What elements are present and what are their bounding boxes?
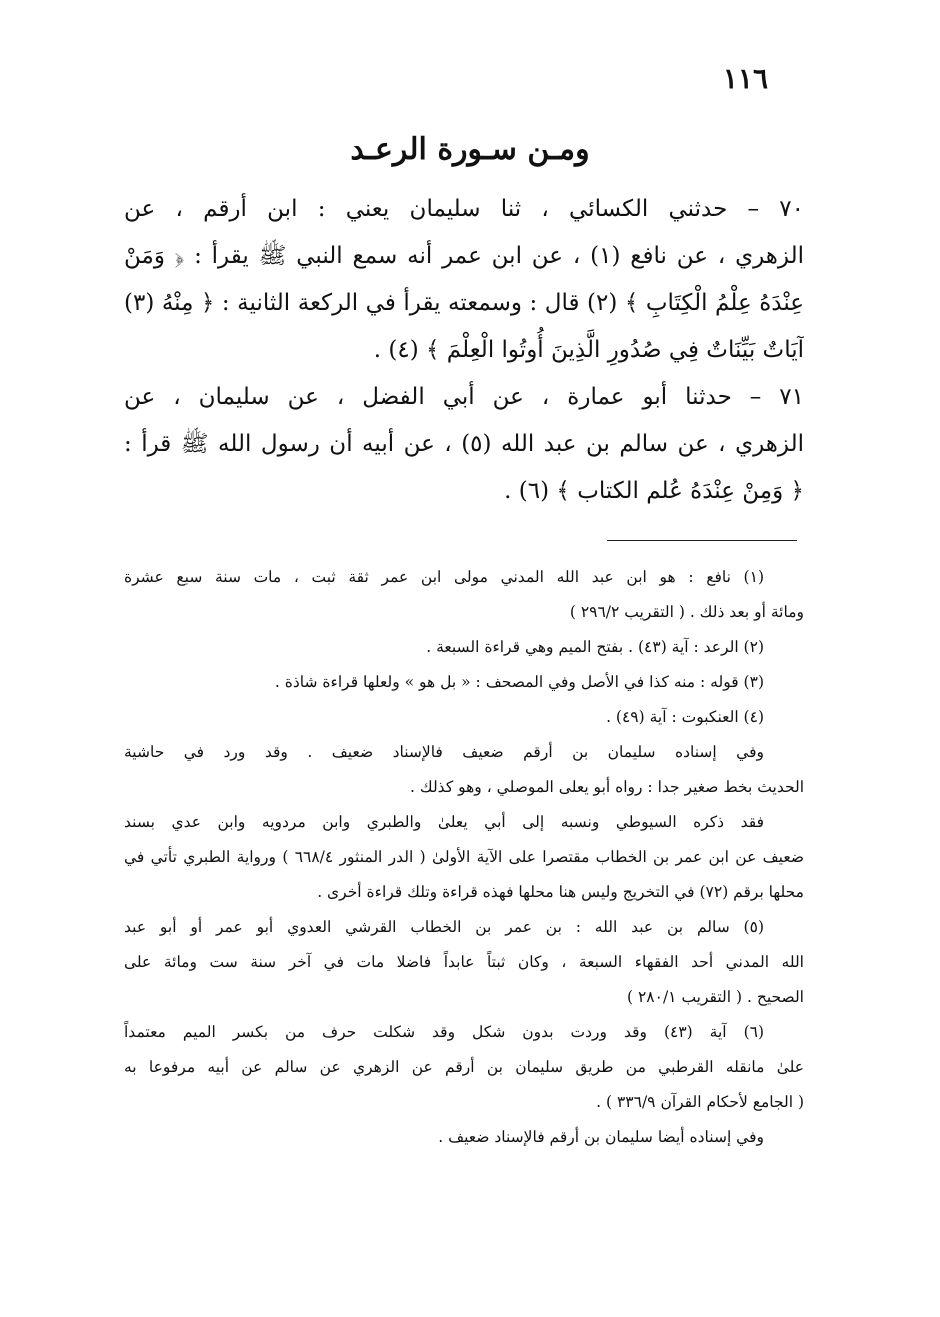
main-text-line: الزهري ، عن سالم بن عبد الله (٥) ، عن أبيه أن رسول الله ﷺ قرأ : xyxy=(124,431,804,457)
footnote-line: (١) نافع : هو ابن عبد الله المدني مولى ابن عمر ثقة ثبت ، مات سنة سبع عشرة xyxy=(124,568,764,586)
footnote-line: ضعيف عن ابن عمر بن الخطاب مقتصرا على الآية الأولىٰ ( الدر المنثور ٦٦٨/٤ ) ورواية الطبري تأتي في xyxy=(124,848,804,866)
footnote-line: وفي إسناده أيضا سليمان بن أرقم فالإسناد ضعيف . xyxy=(438,1128,764,1146)
main-text-line: ﴿ وَمِنْ عِنْدَهُ عُلم الكتاب ﴾ (٦) . xyxy=(504,478,804,504)
main-text-line: ٧١ – حدثنا أبو عمارة ، عن أبي الفضل ، عن سليمان ، عن xyxy=(124,384,804,410)
page-number: ١١٦ xyxy=(722,62,768,95)
footnote-line: (٢) الرعد : آية (٤٣) . بفتح الميم وهي قراءة السبعة . xyxy=(426,638,764,656)
footnote-line: (٦) آية (٤٣) وقد وردت بدون شكل وقد شكلت حرف من بكسر الميم معتمداً xyxy=(124,1023,765,1041)
footnote-line: (٥) سالم بن عبد الله : بن عمر بن الخطاب القرشي العدوي أبو عمر أو أبو عبد xyxy=(124,918,764,936)
footnote-line: فقد ذكره السيوطي ونسبه إلى أبي يعلىٰ والطبري وابن مردويه وابن عدي بسند xyxy=(124,813,764,831)
chapter-title: ومـن سـورة الرعـد xyxy=(350,132,590,167)
footnote-line: الله المدني أحد الفقهاء السبعة ، وكان ثبتاً عابداً فاضلا مات في آخر سنة ست ومائة على xyxy=(124,953,804,971)
main-text-line: عِنْدَهُ عِلْمُ الْكِتَابِ ﴾ (٢) قال : وسمعته يقرأ في الركعة الثانية : ﴿ مِنْهُ (٣) xyxy=(124,290,804,316)
footnote-divider xyxy=(607,540,797,541)
main-text xyxy=(124,186,804,515)
footnote-line: علىٰ مانقله القرطبي من طريق سليمان بن أرقم عن الزهري عن سالم عن أبيه مرفوعا به xyxy=(124,1058,804,1076)
footnote-line: وفي إسناده سليمان بن أرقم ضعيف فالإسناد ضعيف . وقد ورد في حاشية xyxy=(124,743,764,761)
footnote-line: الحديث بخط صغير جدا : رواه أبو يعلى الموصلي ، وهو كذلك . xyxy=(410,778,804,796)
footnote-line: ( الجامع لأحكام القرآن ٣٣٦/٩ ) . xyxy=(596,1093,804,1111)
main-text-line: الزهري ، عن نافع (١) ، عن ابن عمر أنه سمع النبي ﷺ يقرأ : ﴿ وَمَنْ xyxy=(124,243,804,269)
main-text-line: آيَاتٌ بَيِّنَاتٌ فِي صُدُورِ الَّذِينَ أُوتُوا الْعِلْمَ ﴾ (٤) . xyxy=(373,337,804,363)
footnotes xyxy=(124,560,804,1155)
footnote-line: الصحيح . ( التقريب ٢٨٠/١ ) xyxy=(627,988,804,1006)
main-text-line: ٧٠ – حدثني الكسائي ، ثنا سليمان يعني : ابن أرقم ، عن xyxy=(124,196,804,222)
footnote-line: ومائة أو بعد ذلك . ( التقريب ٢٩٦/٢ ) xyxy=(569,603,804,621)
footnote-line: (٤) العنكبوت : آية (٤٩) . xyxy=(606,708,764,726)
footnote-line: (٣) قوله : منه كذا في الأصل وفي المصحف : « بل هو » ولعلها قراءة شاذة . xyxy=(274,673,764,691)
footnote-line: محلها برقم (٧٢) في التخريج وليس هنا محلها فهذه قراءة وتلك قراءة أخرى . xyxy=(317,883,804,901)
